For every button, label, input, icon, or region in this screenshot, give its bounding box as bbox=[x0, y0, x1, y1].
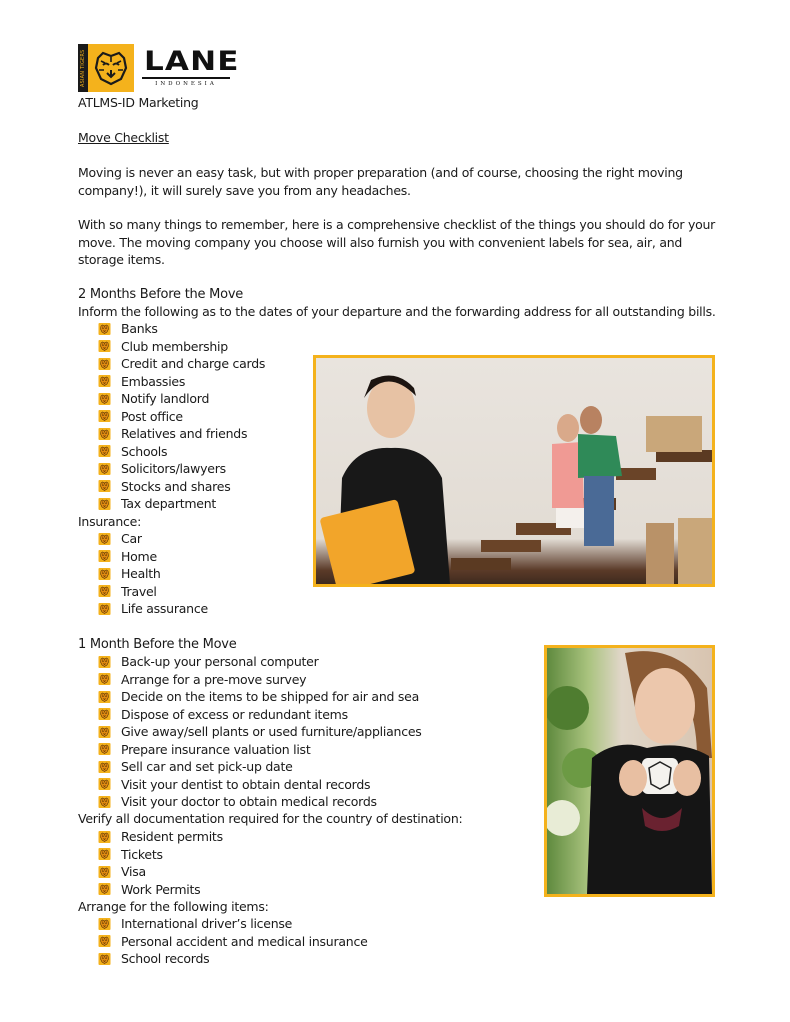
tiger-bullet-icon bbox=[98, 340, 111, 352]
list-item: Schools bbox=[98, 443, 265, 461]
lane-wordmark bbox=[142, 46, 241, 87]
list-item: Sell car and set pick-up date bbox=[98, 758, 422, 776]
list-item: Relatives and friends bbox=[98, 425, 265, 443]
tiger-bullet-icon bbox=[98, 691, 111, 703]
wordmark-text: LANE bbox=[144, 46, 241, 77]
section-intro-2-months: Inform the following as to the dates of your departure and the forwarding address for all outstanding bills. bbox=[78, 304, 716, 319]
photo-movers-family bbox=[313, 355, 715, 587]
tiger-bullet-icon bbox=[98, 358, 111, 370]
intro-paragraph-2: With so many things to remember, here is a comprehensive checklist of the things you should do for your move. The moving company you choose will also furnish you with convenient labels for sea, air, and storage items. bbox=[78, 217, 716, 267]
list-item: Dispose of excess or redundant items bbox=[98, 706, 422, 724]
tiger-bullet-icon bbox=[98, 393, 111, 405]
list-item: Visit your dentist to obtain dental records bbox=[98, 776, 422, 794]
tiger-bullet-icon bbox=[98, 743, 111, 755]
list-item: Credit and charge cards bbox=[98, 355, 265, 373]
department-label: ATLMS-ID Marketing bbox=[78, 95, 199, 110]
list-item: Personal accident and medical insurance bbox=[98, 933, 368, 951]
list-item: Work Permits bbox=[98, 881, 223, 899]
tiger-bullet-icon bbox=[98, 708, 111, 720]
wordmark-rule bbox=[142, 77, 230, 79]
tiger-bullet-icon bbox=[98, 585, 111, 597]
list-item: Health bbox=[98, 565, 208, 583]
list-item: Prepare insurance valuation list bbox=[98, 741, 422, 759]
photo-woman-coffee bbox=[544, 645, 715, 897]
documentation-label: Verify all documentation required for the country of destination: bbox=[78, 811, 463, 826]
tiger-bullet-icon bbox=[98, 323, 111, 335]
tiger-bullet-icon bbox=[98, 498, 111, 510]
tiger-bullet-icon bbox=[98, 568, 111, 580]
asian-tigers-badge bbox=[78, 44, 134, 92]
arrange-label: Arrange for the following items: bbox=[78, 899, 269, 914]
tiger-bullet-icon bbox=[98, 883, 111, 895]
tiger-bullet-icon bbox=[98, 533, 111, 545]
list-item: Arrange for a pre-move survey bbox=[98, 671, 422, 689]
tiger-bullet-icon bbox=[98, 778, 111, 790]
tiger-bullet-icon bbox=[98, 375, 111, 387]
list-item: School records bbox=[98, 950, 368, 968]
checklist-2-months bbox=[98, 320, 265, 513]
list-item: Visit your doctor to obtain medical records bbox=[98, 793, 422, 811]
checklist-arrange bbox=[98, 915, 368, 968]
photo-illustration bbox=[316, 358, 712, 584]
tiger-bullet-icon bbox=[98, 918, 111, 930]
checklist-1-month bbox=[98, 653, 422, 811]
insurance-label: Insurance: bbox=[78, 514, 142, 529]
list-item: International driver’s license bbox=[98, 915, 368, 933]
tiger-bullet-icon bbox=[98, 603, 111, 615]
list-item: Embassies bbox=[98, 373, 265, 391]
tiger-bullet-icon bbox=[98, 831, 111, 843]
tiger-bullet-icon bbox=[98, 480, 111, 492]
lane-logo bbox=[78, 44, 241, 92]
section-heading-2-months: 2 Months Before the Move bbox=[78, 287, 244, 302]
tiger-bullet-icon bbox=[98, 463, 111, 475]
tiger-bullet-icon bbox=[98, 726, 111, 738]
photo-illustration bbox=[547, 648, 712, 894]
tiger-bullet-icon bbox=[98, 428, 111, 440]
list-item: Travel bbox=[98, 583, 208, 601]
tiger-head-icon bbox=[88, 44, 134, 92]
list-item: Back-up your personal computer bbox=[98, 653, 422, 671]
list-item: Notify landlord bbox=[98, 390, 265, 408]
tiger-bullet-icon bbox=[98, 935, 111, 947]
list-item: Car bbox=[98, 530, 208, 548]
checklist-insurance bbox=[98, 530, 208, 618]
list-item: Decide on the items to be shipped for air and sea bbox=[98, 688, 422, 706]
list-item: Resident permits bbox=[98, 828, 223, 846]
list-item: Post office bbox=[98, 408, 265, 426]
tiger-bullet-icon bbox=[98, 796, 111, 808]
tiger-bullet-icon bbox=[98, 410, 111, 422]
list-item: Visa bbox=[98, 863, 223, 881]
list-item: Tickets bbox=[98, 846, 223, 864]
checklist-documentation bbox=[98, 828, 223, 898]
list-item: Banks bbox=[98, 320, 265, 338]
tiger-bullet-icon bbox=[98, 550, 111, 562]
tiger-bullet-icon bbox=[98, 953, 111, 965]
list-item: Club membership bbox=[98, 338, 265, 356]
list-item: Life assurance bbox=[98, 600, 208, 618]
tiger-bullet-icon bbox=[98, 673, 111, 685]
wordmark-sub: INDONESIA bbox=[155, 81, 217, 87]
tiger-bullet-icon bbox=[98, 866, 111, 878]
tiger-bullet-icon bbox=[98, 445, 111, 457]
intro-paragraph-1: Moving is never an easy task, but with proper preparation (and of course, choosing the right moving company!), it will surely save you from any headaches. bbox=[78, 165, 683, 198]
page-title: Move Checklist bbox=[78, 130, 169, 145]
badge-label: ASIAN TIGERS bbox=[78, 44, 88, 92]
list-item: Solicitors/lawyers bbox=[98, 460, 265, 478]
tiger-bullet-icon bbox=[98, 656, 111, 668]
list-item: Tax department bbox=[98, 495, 265, 513]
list-item: Home bbox=[98, 548, 208, 566]
section-heading-1-month: 1 Month Before the Move bbox=[78, 637, 237, 652]
list-item: Give away/sell plants or used furniture/appliances bbox=[98, 723, 422, 741]
list-item: Stocks and shares bbox=[98, 478, 265, 496]
tiger-bullet-icon bbox=[98, 848, 111, 860]
tiger-bullet-icon bbox=[98, 761, 111, 773]
